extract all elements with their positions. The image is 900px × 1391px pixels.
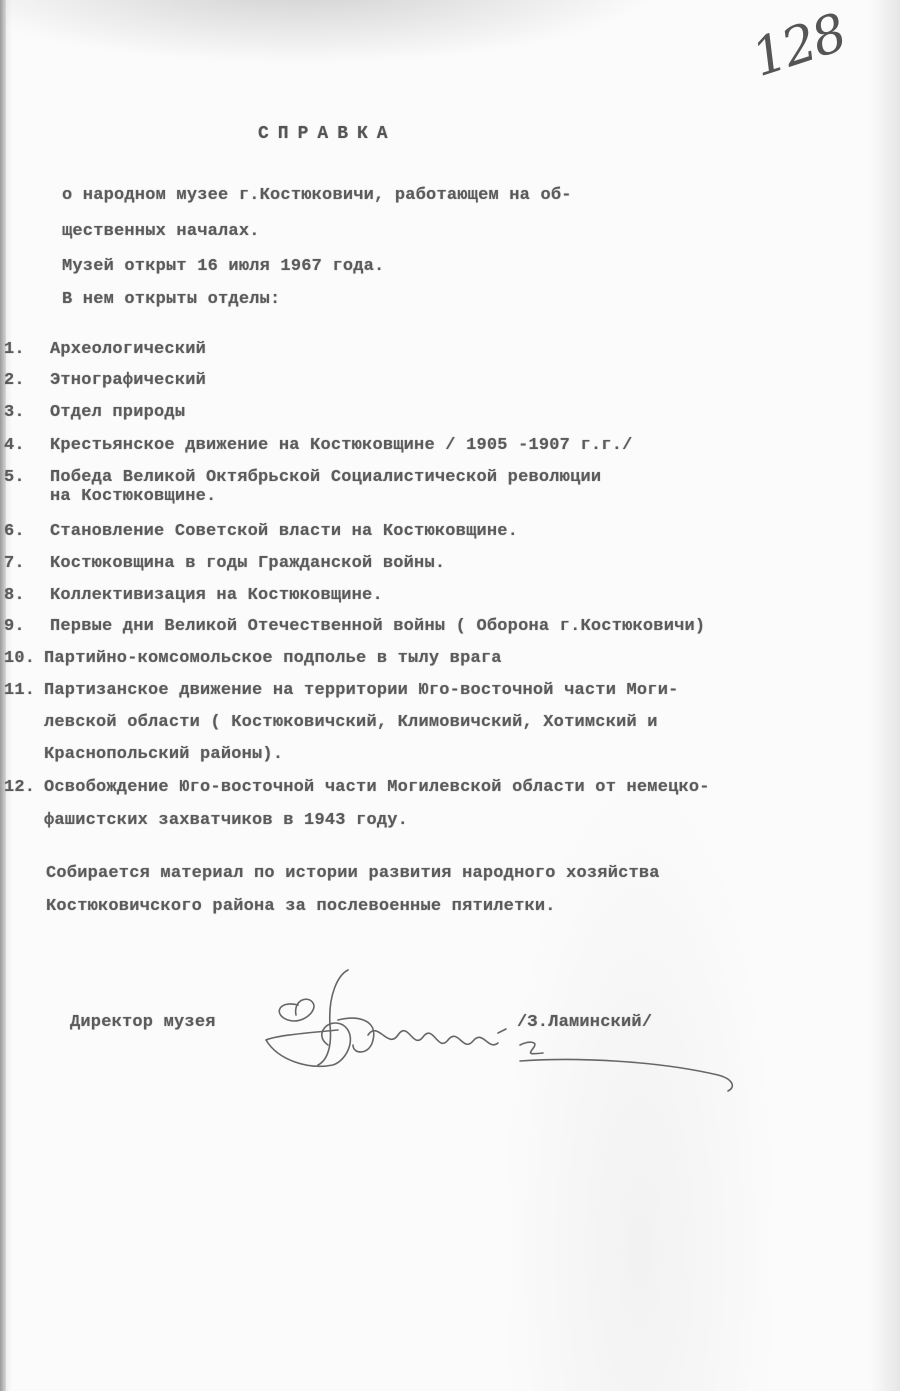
list-item bbox=[4, 522, 518, 541]
list-text: Победа Великой Октябрьской Социалистической революции bbox=[50, 468, 602, 487]
folio-number: 128 bbox=[745, 3, 853, 89]
document-title: СПРАВКА bbox=[258, 124, 397, 144]
list-number: 10. bbox=[4, 649, 36, 668]
list-item bbox=[4, 681, 679, 700]
signatory-name: /З.Ламинский/ bbox=[517, 1013, 653, 1032]
list-number: 9. bbox=[4, 617, 25, 636]
list-number: 1. bbox=[4, 340, 25, 359]
list-text: Освобождение Юго-восточной части Могилевской области от немецко- bbox=[44, 778, 710, 797]
list-item bbox=[4, 617, 705, 636]
list-item bbox=[4, 468, 601, 487]
intro-line-4: В нем открыты отделы: bbox=[62, 290, 281, 309]
list-number: 5. bbox=[4, 468, 25, 487]
list-item-continuation: на Костюковщине. bbox=[50, 487, 217, 506]
list-number: 11. bbox=[4, 681, 36, 700]
list-text: Археологический bbox=[50, 340, 207, 359]
list-item bbox=[4, 554, 445, 573]
list-item-continuation: левской области ( Костюковичский, Климовичский, Хотимский и bbox=[44, 713, 658, 732]
list-text: Партизанское движение на территории Юго-восточной части Моги- bbox=[44, 681, 679, 700]
list-item bbox=[4, 649, 502, 668]
list-number: 12. bbox=[4, 778, 36, 797]
list-number: 6. bbox=[4, 522, 25, 541]
closing-line-1: Собирается материал по истории развития народного хозяйства bbox=[46, 864, 660, 883]
list-text: Партийно-комсомольское подполье в тылу врага bbox=[44, 649, 502, 668]
list-text: Этнографический bbox=[50, 371, 207, 390]
intro-line-3: Музей открыт 16 июля 1967 года. bbox=[62, 257, 385, 276]
list-item-continuation: Краснопольский районы). bbox=[44, 745, 284, 764]
list-item bbox=[4, 371, 206, 390]
list-text: Коллективизация на Костюковщине. bbox=[50, 586, 383, 605]
list-number: 2. bbox=[4, 371, 25, 390]
signatory-position: Директор музея bbox=[70, 1013, 216, 1032]
list-item bbox=[4, 340, 206, 359]
closing-line-2: Костюковичского района за послевоенные пятилетки. bbox=[46, 897, 556, 916]
handwritten-signature bbox=[258, 965, 738, 1095]
list-text: Костюковщина в годы Гражданской войны. bbox=[50, 554, 446, 573]
list-item bbox=[4, 403, 185, 422]
list-item bbox=[4, 436, 633, 455]
list-number: 7. bbox=[4, 554, 25, 573]
list-number: 8. bbox=[4, 586, 25, 605]
list-text: Крестьянское движение на Костюковщине / 1905 -1907 г.г./ bbox=[50, 436, 633, 455]
list-number: 3. bbox=[4, 403, 25, 422]
list-item-continuation: фашистских захватчиков в 1943 году. bbox=[44, 811, 409, 830]
intro-line-1: о народном музее г.Костюковичи, работающем на об- bbox=[62, 186, 572, 205]
intro-line-2: щественных началах. bbox=[62, 222, 260, 241]
list-text: Становление Советской власти на Костюковщине. bbox=[50, 522, 519, 541]
list-text: Отдел природы bbox=[50, 403, 186, 422]
list-item bbox=[4, 586, 383, 605]
list-item bbox=[4, 778, 710, 797]
list-number: 4. bbox=[4, 436, 25, 455]
list-text: Первые дни Великой Отечественной войны ( Оборона г.Костюковичи) bbox=[50, 617, 706, 636]
